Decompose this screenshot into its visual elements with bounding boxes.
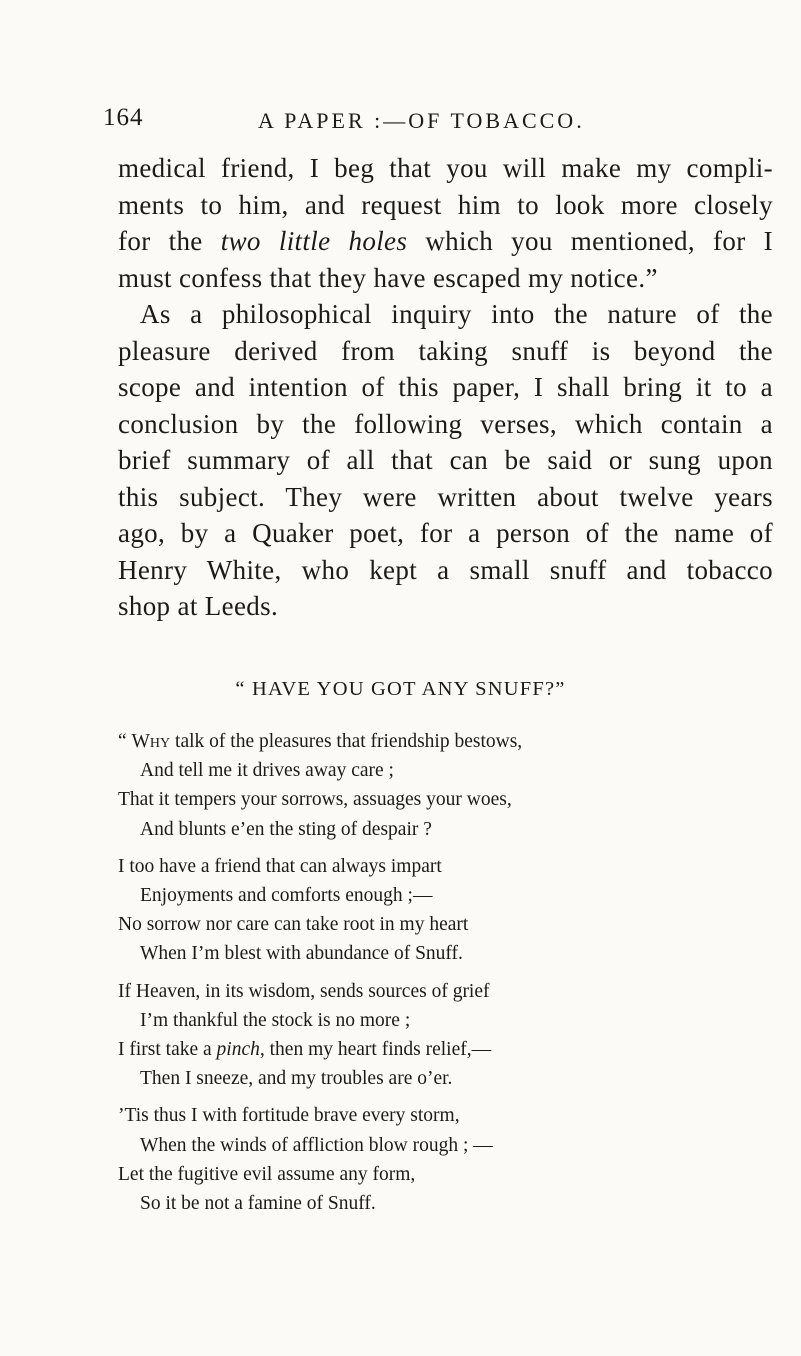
text-line	[118, 588, 773, 625]
poem-line	[118, 727, 718, 756]
poem-line	[118, 1131, 718, 1160]
line-text: Let the fugitive evil assume any form,	[118, 1163, 416, 1185]
line-text: must confess that they have escaped my notice.”	[118, 262, 658, 293]
line-text: Enjoyments and comforts enough ;—	[140, 885, 433, 907]
running-head-title: A PAPER :—OF TOBACCO.	[258, 108, 585, 133]
body-text	[118, 150, 773, 625]
text-line	[118, 223, 773, 260]
small-caps-word: Why	[131, 731, 171, 752]
poem-stanza	[118, 727, 718, 844]
poem-stanza	[118, 977, 718, 1094]
poem-line	[118, 1006, 718, 1035]
italic-phrase: two little holes	[220, 226, 408, 256]
poem-line	[118, 939, 718, 968]
line-text: I too have a friend that can always impart	[118, 855, 442, 877]
line-text: talk of the pleasures that friendship bestows,	[170, 731, 523, 752]
poem-line	[118, 977, 718, 1006]
line-text: I first take a	[118, 1039, 217, 1061]
poem-stanza	[118, 1101, 718, 1218]
line-text: pleasure derived from taking snuff is beyond the	[118, 335, 773, 366]
line-text: scope and intention of this paper, I shall bring it to a	[118, 372, 773, 402]
line-text: conclusion by the following verses, which contain a	[118, 408, 773, 439]
text-line	[118, 442, 773, 479]
line-text: shop at Leeds.	[118, 591, 279, 621]
line-text: So it be not a famine of Snuff.	[140, 1193, 376, 1215]
text-line	[118, 406, 773, 443]
line-text: Then I sneeze, and my troubles are o’er.	[140, 1068, 453, 1090]
page-number: 164	[103, 104, 144, 131]
line-text: No sorrow nor care can take root in my heart	[118, 914, 469, 936]
poem-line	[118, 1035, 718, 1064]
poem-stanza	[118, 852, 718, 969]
line-text: which you mentioned, for I	[407, 226, 773, 256]
italic-word: pinch	[216, 1039, 260, 1061]
text-line	[118, 150, 773, 187]
line-text: When I’m blest with abundance of Snuff.	[140, 943, 463, 965]
poem-title: “ HAVE YOU GOT ANY SNUFF?”	[235, 678, 566, 700]
line-text: If Heaven, in its wisdom, sends sources of grief	[118, 980, 490, 1002]
poem-line	[118, 852, 718, 881]
text-line	[118, 296, 773, 333]
line-text: ’Tis thus I with fortitude brave every storm,	[118, 1105, 460, 1127]
text-line	[118, 369, 773, 406]
poem	[118, 727, 718, 1226]
running-head	[103, 104, 703, 138]
poem-line	[118, 910, 718, 939]
line-text: ments to him, and request him to look more closely	[118, 189, 773, 220]
poem-line	[118, 1064, 718, 1093]
poem-line	[118, 756, 718, 785]
line-text: this subject. They were written about twelve years	[118, 481, 773, 512]
poem-line	[118, 785, 718, 814]
poem-line	[118, 881, 718, 910]
line-text: “	[118, 731, 132, 752]
text-line	[118, 187, 773, 224]
line-text: And blunts e’en the sting of despair ?	[140, 818, 432, 840]
line-text: ago, by a Quaker poet, for a person of the name of	[118, 518, 773, 548]
poem-line	[118, 1189, 718, 1218]
line-text: When the winds of affliction blow rough ; —	[140, 1134, 493, 1156]
text-line	[118, 479, 773, 516]
poem-line	[118, 1101, 718, 1130]
line-text: And tell me it drives away care ;	[140, 760, 394, 782]
line-text: medical friend, I beg that you will make my compli-	[118, 153, 773, 183]
line-text: , then my heart finds relief,—	[259, 1039, 492, 1061]
text-line	[118, 552, 773, 589]
poem-line	[118, 815, 718, 844]
line-text: That it tempers your sorrows, assuages your woes,	[118, 789, 512, 811]
text-line	[118, 260, 773, 297]
text-line	[118, 515, 773, 552]
line-text: I’m thankful the stock is no more ;	[140, 1009, 411, 1031]
text-line	[118, 333, 773, 370]
line-text: brief summary of all that can be said or sung upon	[118, 445, 773, 475]
line-text: for the	[118, 226, 221, 256]
line-text: Henry White, who kept a small snuff and tobacco	[118, 554, 773, 585]
line-text: As a philosophical inquiry into the nature of the	[140, 299, 773, 329]
poem-line	[118, 1160, 718, 1189]
